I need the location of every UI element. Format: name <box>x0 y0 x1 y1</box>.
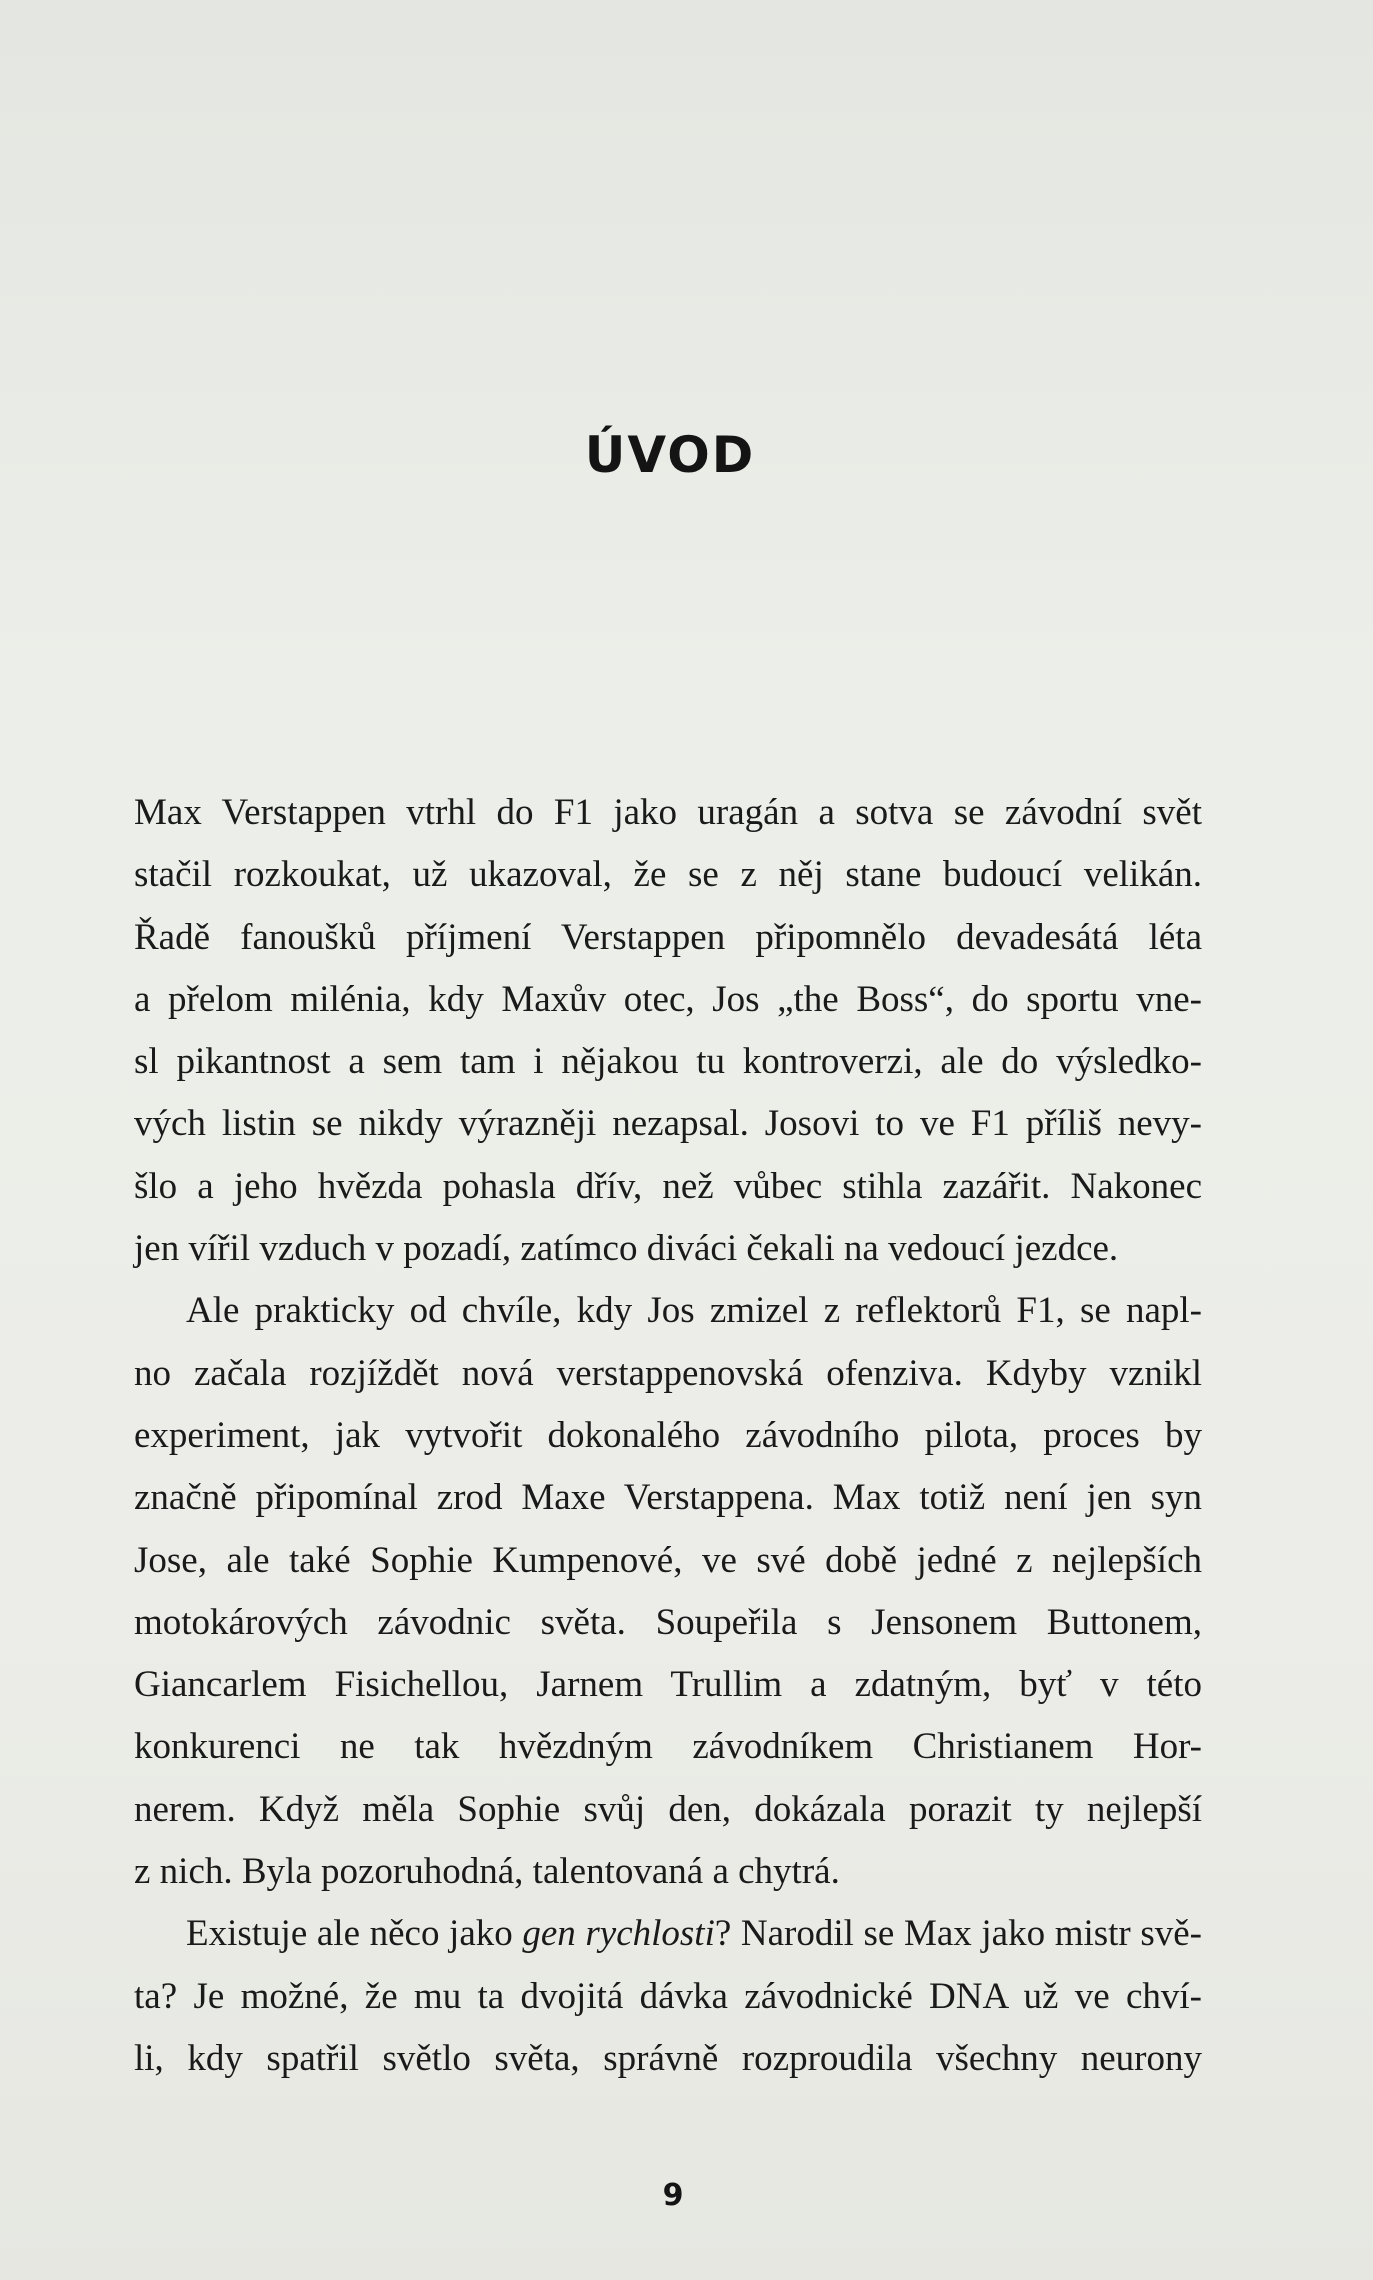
text-line: šlo a jeho hvězda pohasla dřív, než vůbec stihla zazářit. Nakonec <box>134 1165 1202 1207</box>
text-line: nerem. Když měla Sophie svůj den, dokázala porazit ty nejlepší <box>134 1788 1202 1830</box>
text-line: jen vířil vzduch v pozadí, zatímco diváci čekali na vedoucí jezdce. <box>134 1228 1119 1270</box>
text-run: ? Narodil se Max jako mistr svě- <box>714 1913 1202 1955</box>
text-line: značně připomínal zrod Maxe Verstappena. Max totiž není jen syn <box>134 1477 1202 1519</box>
text-line: Jose, ale také Sophie Kumpenové, ve své době jedné z nejlepších <box>134 1539 1202 1581</box>
text-line: Řadě fanoušků příjmení Verstappen připomnělo devadesátá léta <box>134 916 1202 958</box>
text-line: a přelom milénia, kdy Maxův otec, Jos „the Boss“, do sportu vne- <box>134 978 1202 1020</box>
text-line: experiment, jak vytvořit dokonalého závodního pilota, proces by <box>134 1414 1202 1456</box>
text-line: ta? Je možné, že mu ta dvojitá dávka závodnické DNA už ve chví- <box>134 1975 1202 2017</box>
paragraph-3 <box>134 1903 1202 2090</box>
text-line: Max Verstappen vtrhl do F1 jako uragán a sotva se závodní svět <box>134 792 1202 833</box>
text-line: sl pikantnost a sem tam i nějakou tu kontroverzi, ale do výsledko- <box>134 1041 1202 1083</box>
text-line: stačil rozkoukat, už ukazoval, že se z něj stane budoucí velikán. <box>134 854 1202 896</box>
text-line: konkurenci ne tak hvězdným závodníkem Christianem Hor- <box>134 1726 1202 1768</box>
body-text <box>134 782 1202 2090</box>
chapter-title: ÚVOD <box>584 425 756 484</box>
text-line: Ale prakticky od chvíle, kdy Jos zmizel z reflektorů F1, se napl- <box>186 1290 1202 1332</box>
paragraph-2 <box>134 1280 1202 1903</box>
text-line: Giancarlem Fisichellou, Jarnem Trullim a zdatným, byť v této <box>134 1664 1202 1706</box>
paragraph-1 <box>134 782 1202 1280</box>
italic-term: gen rychlosti <box>522 1913 715 1955</box>
text-line <box>134 1903 1202 1965</box>
text-line: no začala rozjíždět nová verstappenovská ofenziva. Kdyby vznikl <box>134 1352 1202 1394</box>
text-line: z nich. Byla pozoruhodná, talentovaná a chytrá. <box>134 1851 840 1893</box>
text-line: motokárových závodnic světa. Soupeřila s Jensonem Buttonem, <box>134 1601 1202 1643</box>
page-number: 9 <box>662 2178 684 2213</box>
text-line: vých listin se nikdy výrazněji nezapsal. Josovi to ve F1 příliš nevy- <box>134 1103 1202 1145</box>
text-line: li, kdy spatřil světlo světa, správně rozproudila všechny neurony <box>134 2037 1202 2079</box>
text-run: Existuje ale něco jako <box>186 1913 523 1955</box>
